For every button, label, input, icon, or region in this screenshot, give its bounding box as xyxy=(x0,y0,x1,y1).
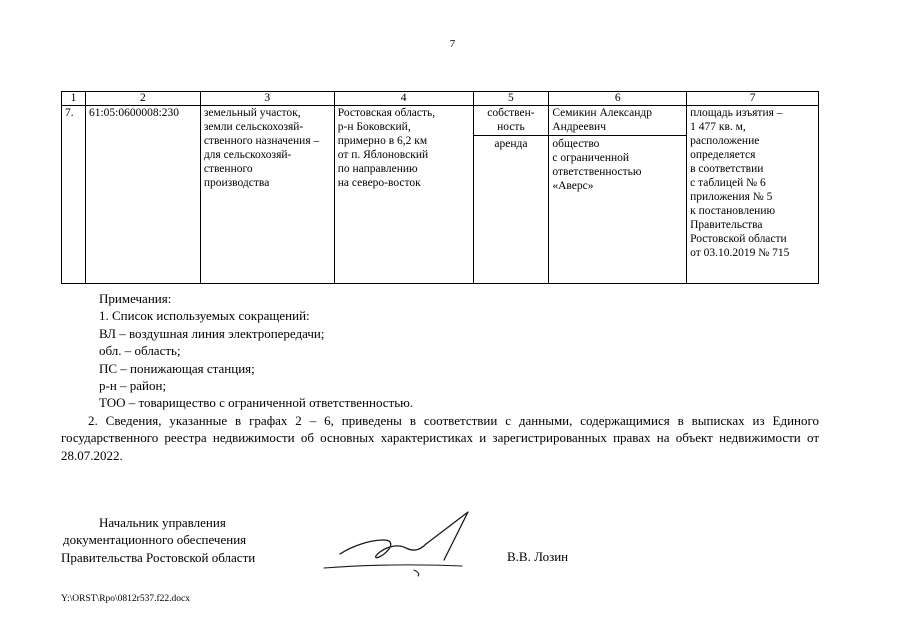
abbr-item: обл. – область; xyxy=(99,343,181,359)
land-category: земельный участок, земли сельскохозяй- ственного назначения – для сельскохозяй- ственного производства xyxy=(200,106,334,284)
right-ownership: собствен- ность xyxy=(474,106,549,136)
lessee-name: общество с ограниченной ответственностью «Аверс» xyxy=(552,138,642,192)
file-path: Y:\ORST\Rpo\0812r537.f22.docx xyxy=(61,594,190,604)
right-type xyxy=(473,106,549,284)
header-col-5: 5 xyxy=(473,92,549,106)
abbr-item: ТОО – товарищество с ограниченной ответственностью. xyxy=(99,395,414,411)
header-col-2: 2 xyxy=(85,92,200,106)
page-number: 7 xyxy=(449,38,456,50)
header-col-4: 4 xyxy=(334,92,473,106)
header-col-7: 7 xyxy=(687,92,819,106)
table-row xyxy=(62,106,819,284)
notes-item-2: 2. Сведения, указанные в графах 2 – 6, приведены в соответствии с данными, содержащимися в выписках из Единого государственного реестра недвижимости об основных характеристиках и зарегистрированных правах на объект недвижимости от 28.07.2022. xyxy=(61,412,819,463)
header-col-1: 1 xyxy=(62,92,86,106)
abbr-item: р-н – район; xyxy=(99,378,167,394)
area-info: площадь изъятия – 1 477 кв. м, расположение определяется в соответствии с таблицей № 6 приложения № 5 к постановлению Правительства Ростовской области от 03.10.2019 № 715 xyxy=(687,106,819,284)
land-location: Ростовская область, р-н Боковский, примерно в 6,2 км от п. Яблоновский по направлению на северо-восток xyxy=(334,106,473,284)
signer-position: Начальник управления документационного обеспечения Правительства Ростовской области xyxy=(61,515,256,565)
row-number: 7. xyxy=(62,106,86,284)
header-col-6: 6 xyxy=(549,92,687,106)
right-lease: аренда xyxy=(494,138,528,150)
land-table xyxy=(61,91,819,284)
right-holders xyxy=(549,106,687,284)
signer-name: В.В. Лозин xyxy=(507,549,569,564)
abbr-item: ПС – понижающая станция; xyxy=(99,360,255,376)
notes-section xyxy=(61,290,819,464)
abbr-item: ВЛ – воздушная линия электропередачи; xyxy=(99,325,325,341)
owner-name: Семикин Александр Андреевич xyxy=(549,106,686,136)
cadastral-number: 61:05:0600008:230 xyxy=(85,106,200,284)
notes-title: Примечания: xyxy=(99,291,172,306)
notes-item-1: 1. Список используемых сокращений: xyxy=(99,308,310,324)
header-col-3: 3 xyxy=(200,92,334,106)
handwritten-signature xyxy=(322,510,472,580)
table-header-row xyxy=(62,92,819,106)
